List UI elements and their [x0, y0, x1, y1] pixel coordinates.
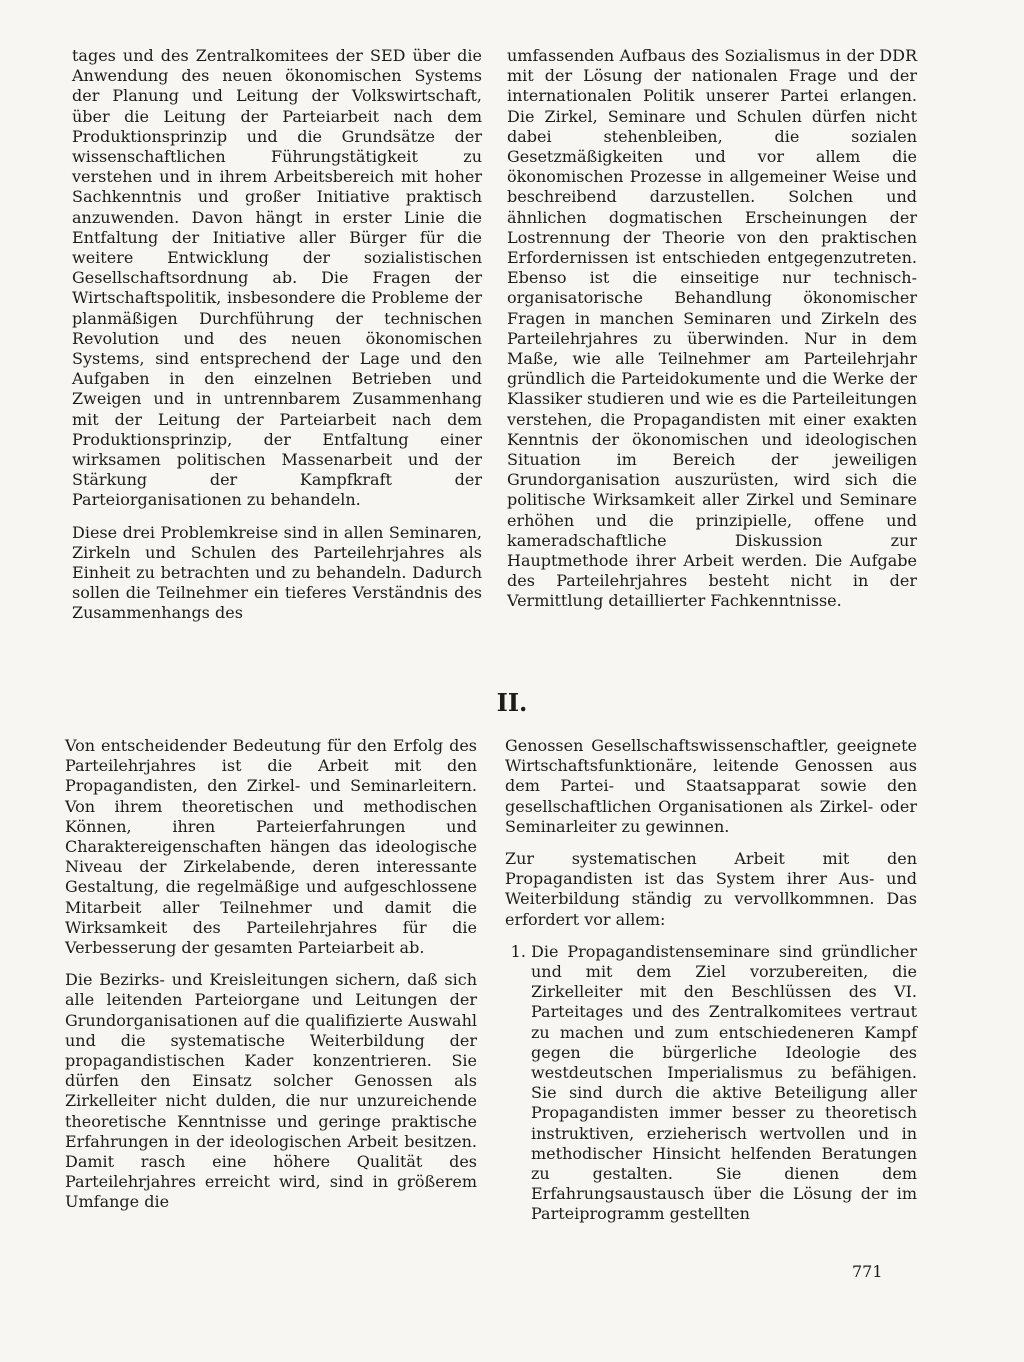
paragraph: umfassenden Aufbaus des Sozialismus in der DDR mit der Lösung der nationalen Frage und der internationalen Politik unserer Partei erlangen. Die Zirkel, Seminare und Schulen dürfen nicht dabei stehenbleiben, die sozialen Gesetzmäßigkeiten und vor allem die ökonomischen Prozesse in allgemeiner Weise und beschreibend darzustellen. Solchen und ähnlichen dogmatischen Erscheinungen der Lostrennung der Theorie von den praktischen Erfordernissen ist entschieden entgegenzutreten. Ebenso ist die einseitige nur technisch-organisatorische Behandlung ökonomischer Fragen in manchen Seminaren und Zirkeln des Parteilehrjahres zu überwinden. Nur in dem Maße, wie alle Teilnehmer am Parteilehrjahr gründlich die Parteidokumente und die Werke der Klassiker studieren und wie es die Parteileitungen verstehen, die Propagandisten mit einer exakten Kenntnis der ökonomischen und ideologischen Situation im Bereich der jeweiligen Grundorganisation auszurüsten, wird sich die politische Wirksamkeit aller Zirkel und Seminare erhöhen und die prinzipielle, offene und kameradschaftliche Diskussion zur Hauptmethode ihrer Arbeit werden. Die Aufgabe des Parteilehrjahres besteht nicht in der Vermittlung detaillierter Fachkenntnisse. [507, 46, 917, 611]
paragraph: Die Bezirks- und Kreisleitungen sichern, daß sich alle leitenden Parteiorgane und Leitungen der Grundorganisationen auf die qualifizierte Auswahl und die systematische Weiterbildung der propagandistischen Kader konzentrieren. Sie dürfen den Einsatz solcher Genossen als Zirkelleiter nicht dulden, die nur unzureichende theoretische Kenntnisse und geringe praktische Erfahrungen in der ideologischen Arbeit besitzen. Damit rasch eine höhere Qualität des Parteilehrjahres erreicht wird, sind in größerem Umfange die [65, 970, 477, 1212]
section-heading: II. [496, 688, 528, 717]
page-number: 771 [852, 1262, 883, 1281]
numbered-list [505, 942, 917, 1225]
paragraph: tages und des Zentralkomitees der SED über die Anwendung des neuen ökonomischen Systems der Planung und Leitung der Volkswirtschaft, über die Leitung der Parteiarbeit nach dem Produktionsprinzip und die Grundsätze der wissenschaftlichen Führungstätigkeit zu verstehen und in ihrem Arbeitsbereich mit hoher Sachkenntnis und großer Initiative praktisch anzuwenden. Davon hängt in erster Linie die Entfaltung der Initiative aller Bürger für die weitere Entwicklung der sozialistischen Gesellschaftsordnung ab. Die Fragen der Wirtschaftspolitik, insbesondere die Probleme der planmäßigen Durchführung der technischen Revolution und des neuen ökonomischen Systems, sind entsprechend der Lage und den Aufgaben in den einzelnen Betrieben und Zweigen und in untrennbarem Zusammenhang mit der Leitung der Parteiarbeit nach dem Produktionsprinzip, der Entfaltung einer wirksamen politischen Massenarbeit und der Stärkung der Kampfkraft der Parteiorganisationen zu behandeln. [72, 46, 482, 510]
section-two-left-column [65, 736, 477, 1213]
paragraph: Genossen Gesellschaftswissenschaftler, geeignete Wirtschaftsfunktionäre, leitende Genossen aus dem Partei- und Staatsapparat sowie den gesellschaftlichen Organisationen als Zirkel- oder Seminarleiter zu gewinnen. [505, 736, 917, 836]
section-two-right-column [505, 736, 917, 1225]
paragraph: Zur systematischen Arbeit mit den Propagandisten ist das System ihrer Aus- und Weiterbildung ständig zu vervollkommnen. Das erfordert vor allem: [505, 849, 917, 929]
paragraph: Diese drei Problemkreise sind in allen Seminaren, Zirkeln und Schulen des Parteilehrjahres als Einheit zu betrachten und zu behandeln. Dadurch sollen die Teilnehmer ein tieferes Verständnis des Zusammenhangs des [72, 522, 482, 623]
list-item: 1. Die Propagandistenseminare sind gründlicher und mit dem Ziel vorzubereiten, die Zirkelleiter mit den Beschlüssen des VI. Parteitages und des Zentralkomitees vertraut zu machen und zum entschiedeneren Kampf gegen die bürgerliche Ideologie des westdeutschen Imperialismus zu befähigen. Sie sind durch die aktive Beteiligung aller Propagandisten immer besser zu theoretisch instruktiven, erzieherisch wertvollen und in methodischer Hinsicht helfenden Beratungen zu gestalten. Sie dienen dem Erfahrungsaustausch über die Lösung der im Parteiprogramm gestellten [531, 942, 917, 1225]
section-one-right-column [507, 46, 917, 612]
paragraph: Von entscheidender Bedeutung für den Erfolg des Parteilehrjahres ist die Arbeit mit den Propagandisten, den Zirkel- und Seminarleitern. Von ihrem theoretischen und methodischen Können, ihren Parteierfahrungen und Charaktereigenschaften hängen das ideologische Niveau der Zirkelabende, deren interessante Gestaltung, die regelmäßige und aufgeschlossene Mitarbeit aller Teilnehmer und damit die Wirksamkeit des Parteilehrjahres für die Verbesserung der gesamten Parteiarbeit ab. [65, 736, 477, 958]
section-one-left-column [72, 46, 482, 624]
